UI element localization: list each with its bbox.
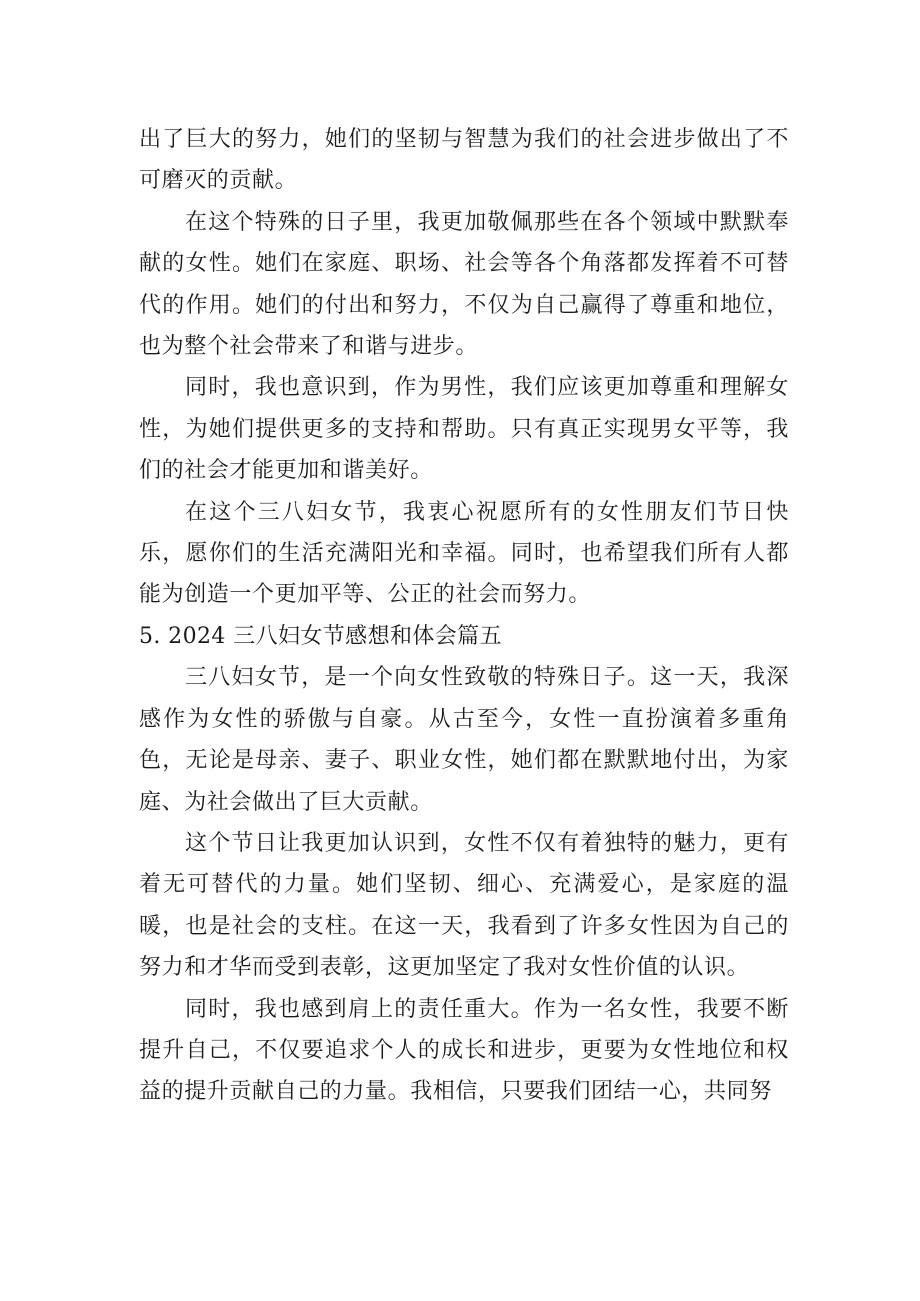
paragraph: 同时，我也感到肩上的责任重大。作为一名女性，我要不断提升自己，不仅要追求个人的成长和进步，更要为女性地位和权益的提升贡献自己的力量。我相信，只要我们团结一心，共同努 [139, 996, 789, 1105]
section-heading: 5. 2024 三八妇女节感想和体会篇五 [139, 623, 502, 649]
paragraph-continuation: 出了巨大的努力，她们的坚韧与智慧为我们的社会进步做出了不可磨灭的贡献。 [139, 127, 789, 194]
paragraph: 这个节日让我更加认识到，女性不仅有着独特的魅力，更有着无可替代的力量。她们坚韧、细心、充满爱心，是家庭的温暖，也是社会的支柱。在这一天，我看到了许多女性因为自己的努力和才华而受到表彰，这更加坚定了我对女性价值的认识。 [139, 830, 789, 981]
paragraph: 在这个三八妇女节，我衷心祝愿所有的女性朋友们节日快乐，愿你们的生活充满阳光和幸福。同时，也希望我们所有人都能为创造一个更加平等、公正的社会而努力。 [139, 499, 789, 608]
paragraph: 三八妇女节，是一个向女性致敬的特殊日子。这一天，我深感作为女性的骄傲与自豪。从古至今，女性一直扮演着多重角色，无论是母亲、妻子、职业女性，她们都在默默地付出，为家庭、为社会做出了巨大贡献。 [139, 665, 789, 815]
paragraph: 同时，我也意识到，作为男性，我们应该更加尊重和理解女性，为她们提供更多的支持和帮助。只有真正实现男女平等，我们的社会才能更加和谐美好。 [139, 375, 789, 484]
paragraph: 在这个特殊的日子里，我更加敬佩那些在各个领域中默默奉献的女性。她们在家庭、职场、社会等各个角落都发挥着不可替代的作用。她们的付出和努力，不仅为自己赢得了尊重和地位，也为整个社会带来了和谐与进步。 [139, 209, 789, 360]
document-page [139, 119, 789, 1113]
